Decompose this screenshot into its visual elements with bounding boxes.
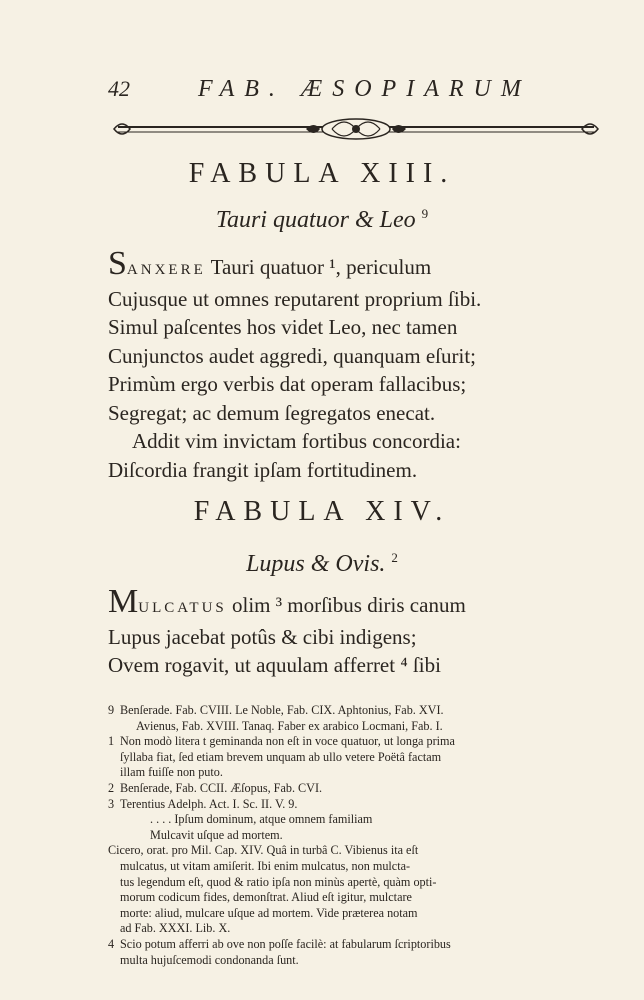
footnote-text: Scio potum afferri ab ove non poſſe facilè: at fabularum ſcriptoribus (120, 936, 451, 951)
footnote-text: morum codicum fides, demonſtrat. Aliud eſt igitur, mulctare (120, 890, 412, 905)
fable-14-verse (108, 583, 558, 680)
fable-13-note-ref: 9 (421, 206, 429, 221)
verse-line: Ovem rogavit, ut aquulam afferret ⁴ ſibi (108, 653, 441, 677)
drop-cap: M (108, 583, 139, 620)
first-word-smallcaps: ULCATUS (138, 600, 227, 616)
footnote-line (120, 953, 615, 969)
footnote-mark: 9 (108, 703, 115, 717)
footnote-text: multa hujuſcemodi condonanda ſunt. (120, 952, 299, 967)
footnote-text: Terentius Adelph. Act. I. Sc. II. V. 9. (120, 796, 298, 811)
footnote-line (120, 812, 615, 828)
footnote-text: ad Fab. XXXI. Lib. X. (120, 921, 231, 936)
first-word-smallcaps: ANXERE (126, 262, 206, 278)
footnote-line (108, 734, 615, 750)
verse-line (108, 245, 558, 285)
fable-14-subtitle (0, 550, 644, 578)
footnote-text: . . . . Ipſum dominum, atque omnem familiam (150, 812, 373, 827)
footnote-line (120, 719, 615, 735)
footnotes (108, 703, 615, 968)
footnote-line (120, 906, 615, 922)
verse-line: Diſcordia frangit ipſam fortitudinem. (108, 457, 418, 482)
verse-line: Addit vim invictam fortibus concordia: (132, 429, 461, 453)
footnote-text: mulcatus, ut vitam amiſerit. Ibi enim mulcatus, non mulcta- (120, 858, 411, 873)
footnote-line (108, 796, 615, 813)
footnote-text: Cicero, orat. pro Mil. Cap. XIV. Quâ in turbâ C. Vibienus ita eſt (108, 843, 419, 858)
page-header (108, 72, 584, 112)
footnote-line (120, 765, 615, 781)
footnote-mark: 2 (108, 780, 115, 795)
verse-line: Cunjunctos audet aggredi, quanquam eſurit; (108, 343, 476, 368)
footnote-line (120, 875, 615, 891)
ornament-divider (110, 112, 602, 146)
verse-line: Lupus jacebat potûs & cibi indigens; (108, 624, 417, 649)
footnote-line (108, 936, 615, 953)
drop-cap: S (108, 245, 127, 282)
footnote-mark: 3 (108, 796, 115, 811)
footnote-text: Non modò litera t geminanda non eſt in voce quatuor, ut longa prima (120, 734, 455, 749)
fable-14-subtitle-text: Lupus & Ovis. (246, 551, 386, 577)
footnote-text: Mulcavit uſque ad mortem. (150, 827, 283, 842)
verse-line: Cujusque ut omnes reputarent proprium ſibi. (108, 286, 482, 311)
footnote-line (120, 890, 615, 906)
footnote-line (120, 921, 615, 937)
fable-14-title: FABULA XIV. (193, 496, 451, 527)
verse-line: Simul paſcentes hos videt Leo, nec tamen (108, 315, 458, 339)
fable-13-title: FABULA XIII. (188, 158, 456, 189)
footnote-text: illam fuiſſe non puto. (120, 765, 223, 780)
verse-line: Primùm ergo verbis dat operam fallacibus; (108, 372, 467, 396)
verse-line (108, 583, 558, 623)
footnote-text: Benſerade, Fab. CCII. Æſopus, Fab. CVI. (120, 780, 323, 795)
footnote-line (108, 703, 615, 719)
page-number: 42 (108, 76, 130, 101)
verse-line-text: Tauri quatuor ¹, periculum (205, 255, 432, 279)
verse-line-text: olim ³ morſibus diris canum (226, 593, 466, 617)
footnote-line (120, 859, 615, 875)
fable-14-note-ref: 2 (391, 550, 398, 565)
footnote-mark: 1 (108, 734, 115, 749)
footnote-text: Avienus, Fab. XVIII. Tanaq. Faber ex arabico Locmani, Fab. I. (136, 718, 443, 733)
fable-13-subtitle-text: Tauri quatuor & Leo (215, 207, 416, 233)
footnote-line (108, 843, 615, 859)
fable-13-verse (108, 245, 558, 484)
footnote-text: ſyllaba fiat, ſed etiam brevem unquam ab ullo vetere Poëtâ factam (120, 749, 442, 764)
footnote-line (108, 780, 615, 797)
footnote-text: Benſerade. Fab. CVIII. Le Noble, Fab. CIX. Aphtonius, Fab. XVI. (120, 703, 444, 717)
verse-line: Segregat; ac demum ſegregatos enecat. (108, 400, 436, 425)
footnote-line (120, 750, 615, 766)
running-head: FAB. ÆSOPIARUM (198, 76, 531, 102)
footnote-text: morte: aliud, mulcare uſque ad mortem. Vide præterea notam (120, 905, 418, 920)
footnote-line (120, 828, 615, 844)
fable-13-subtitle (0, 206, 644, 234)
footnote-text: tus legendum eſt, quod & ratio ipſa non minùs apertè, quàm opti- (120, 874, 437, 889)
footnote-mark: 4 (108, 936, 115, 951)
